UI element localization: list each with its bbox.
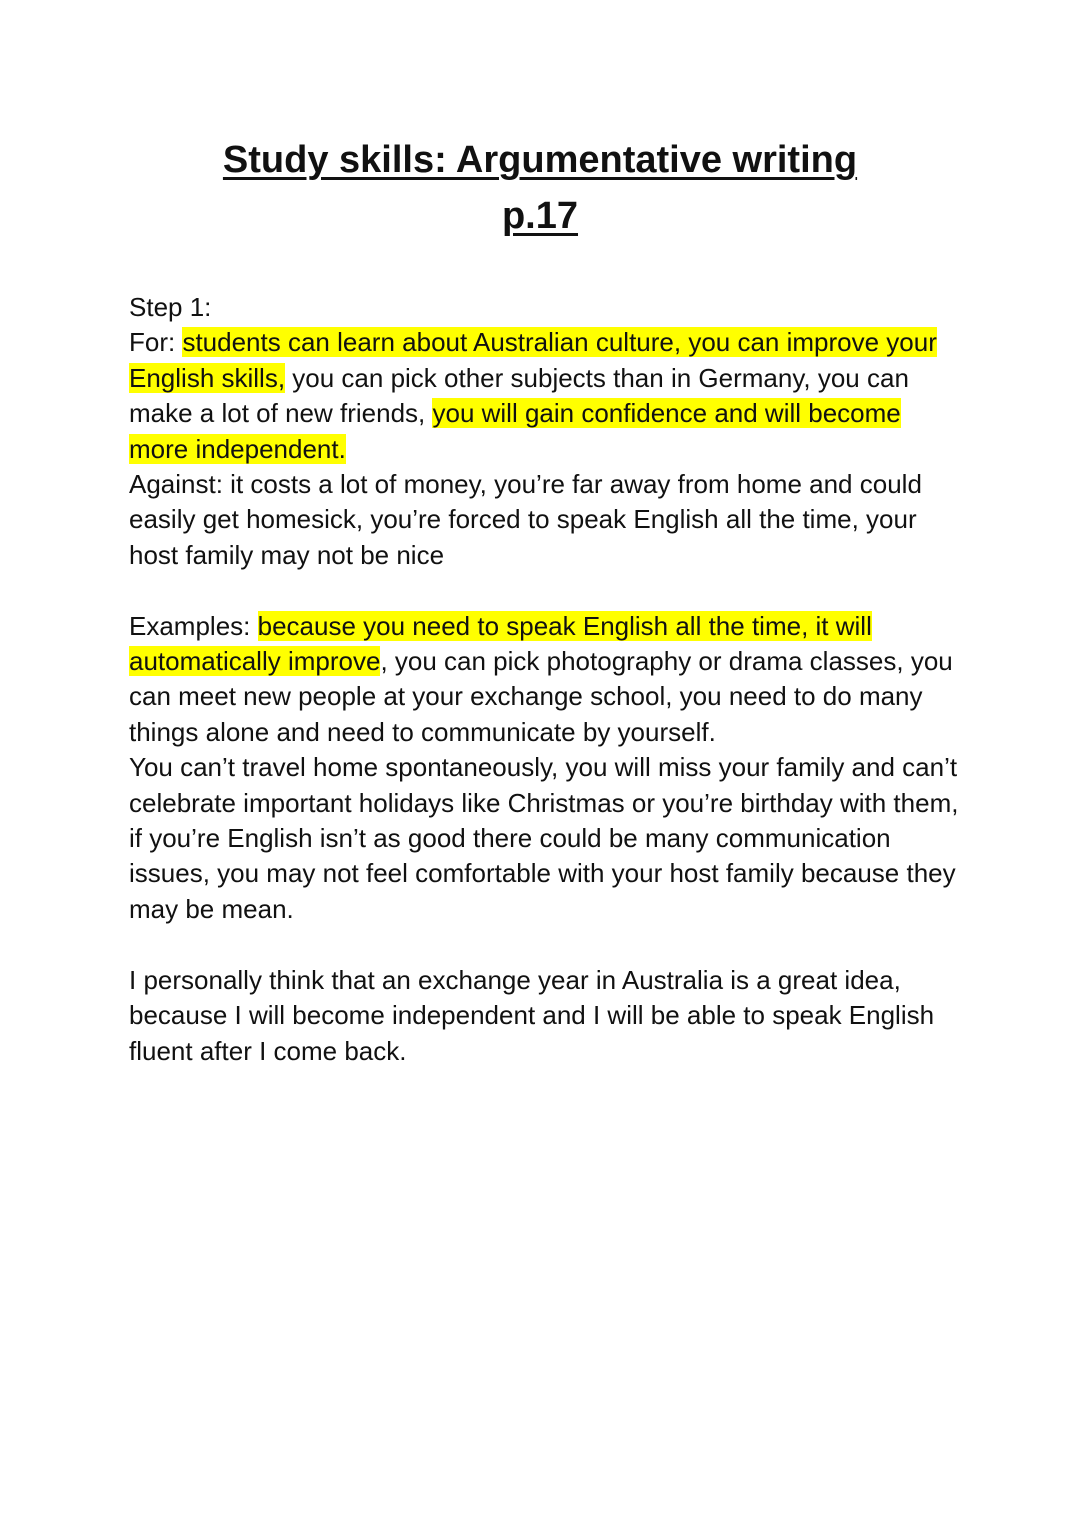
title-line-2: p.17 [501, 195, 579, 237]
examples-against-paragraph: You can’t travel home spontaneously, you will miss your family and can’t celebrate important holidays like Christmas or you’re birthday with them, if you’re English isn’t as good there could be many communication issues, you may not feel comfortable with your host family because they may be mean. [129, 752, 959, 924]
for-paragraph [129, 325, 959, 467]
for-highlight-1: students can learn about Australian culture, you can improve your English skills, [129, 327, 937, 393]
examples-paragraph [129, 609, 959, 751]
examples-rest: , you can pick photography or drama classes, you can meet new people at your exchange school, you need to do many things alone and need to communicate by yourself. [129, 646, 953, 747]
title-line-1: Study skills: Argumentative writing [222, 139, 858, 181]
document-title [0, 132, 1080, 244]
for-highlight-2: you will gain confidence and will become more independent. [129, 398, 901, 464]
examples-label: Examples: [129, 610, 258, 641]
for-label: For: [129, 327, 183, 358]
paragraph-spacer [129, 927, 959, 962]
conclusion-paragraph: I personally think that an exchange year in Australia is a great idea, because I will become independent and I will be able to speak English fluent after I come back. [129, 964, 935, 1066]
against-paragraph: Against: it costs a lot of money, you’re far away from home and could easily get homesick, you’re forced to speak English all the time, your host family may not be nice [129, 469, 922, 570]
for-plain-text: you can pick other subjects than in Germany, you can make a lot of new friends, [129, 362, 909, 429]
document-body [129, 290, 959, 1069]
paragraph-spacer [129, 573, 959, 608]
step-heading: Step 1: [129, 292, 212, 322]
examples-highlight: because you need to speak English all the time, it will automatically improve [129, 610, 872, 677]
